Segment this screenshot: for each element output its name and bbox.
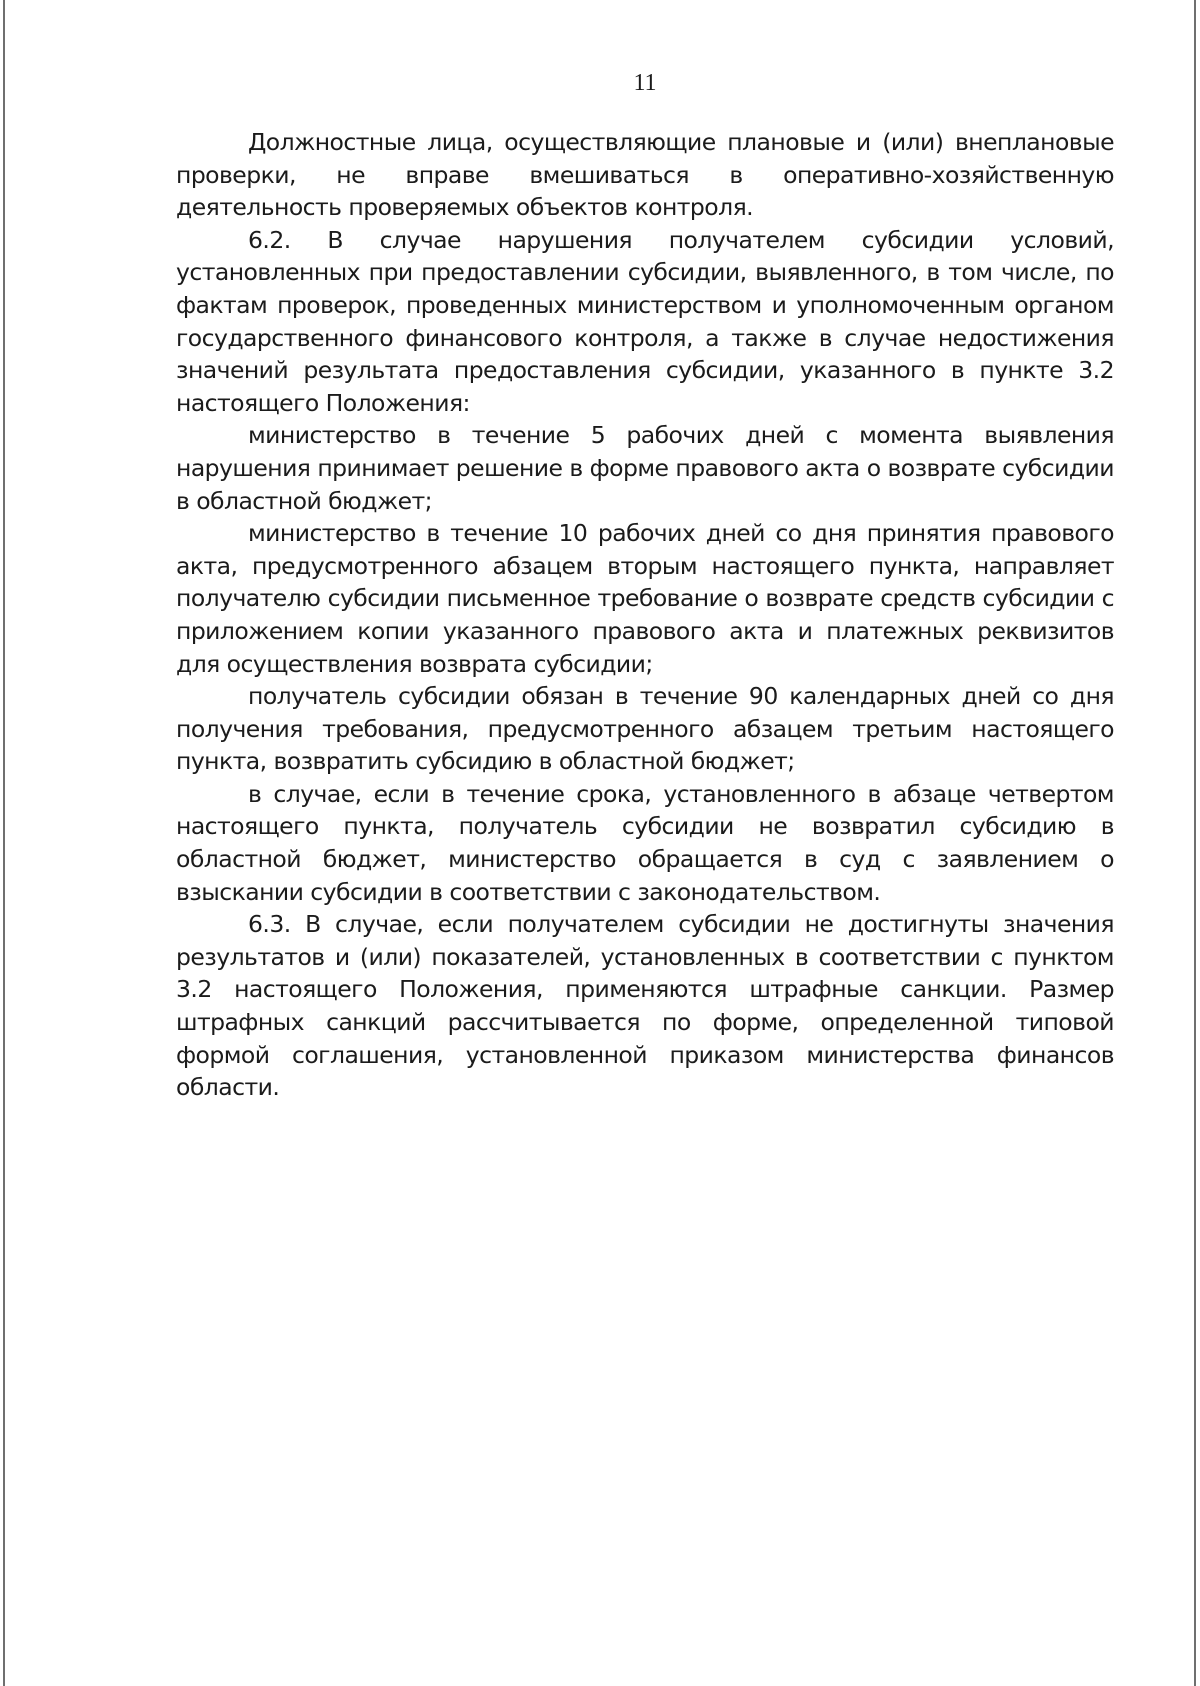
- paragraph-court-appeal: в случае, если в течение срока, установленного в абзаце четвертом настоящего пункта, получатель субсидии не возвратил субсидию в областной бюджет, министерство обращается в суд с заявлением о взыскании субсидии в соответствии с законодательством.: [176, 779, 1114, 906]
- paragraph-recipient-obligation: получатель субсидии обязан в течение 90 календарных дней со дня получения требования, предусмотренного абзацем третьим настоящего пункта, возвратить субсидию в областной бюджет;: [176, 682, 1114, 776]
- document-body: [176, 126, 1114, 1104]
- scan-edge-right: [1194, 0, 1196, 1686]
- paragraph-officials: Должностные лица, осуществляющие плановые и (или) внеплановые проверки, не вправе вмешиваться в оперативно-хозяйственную деятельность проверяемых объектов контроля.: [176, 128, 1114, 222]
- page-number: 11: [633, 70, 657, 96]
- paragraph-ministry-decision: министерство в течение 5 рабочих дней с момента выявления нарушения принимает решение в форме правового акта о возврате субсидии в областной бюджет;: [176, 421, 1114, 515]
- paragraph-6-3: 6.3. В случае, если получателем субсидии не достигнуты значения результатов и (или) показателей, установленных в соответствии с пунктом 3.2 настоящего Положения, применяются штрафные санкции. Размер штрафных санкций рассчитывается по форме, определенной типовой формой соглашения, установленной приказом министерства финансов области.: [176, 910, 1114, 1102]
- scan-edge-left: [3, 0, 5, 1686]
- paragraph-ministry-demand: министерство в течение 10 рабочих дней со дня принятия правового акта, предусмотренного абзацем вторым настоящего пункта, направляет получателю субсидии письменное требование о возврате средств субсидии с приложением копии указанного правового акта и платежных реквизитов для осуществления возврата субсидии;: [176, 519, 1114, 678]
- paragraph-6-2: 6.2. В случае нарушения получателем субсидии условий, установленных при предоставлении субсидии, выявленного, в том числе, по фактам проверок, проведенных министерством и уполномоченным органом государственного финансового контроля, а также в случае недостижения значений результата предоставления субсидии, указанного в пункте 3.2 настоящего Положения:: [176, 225, 1114, 417]
